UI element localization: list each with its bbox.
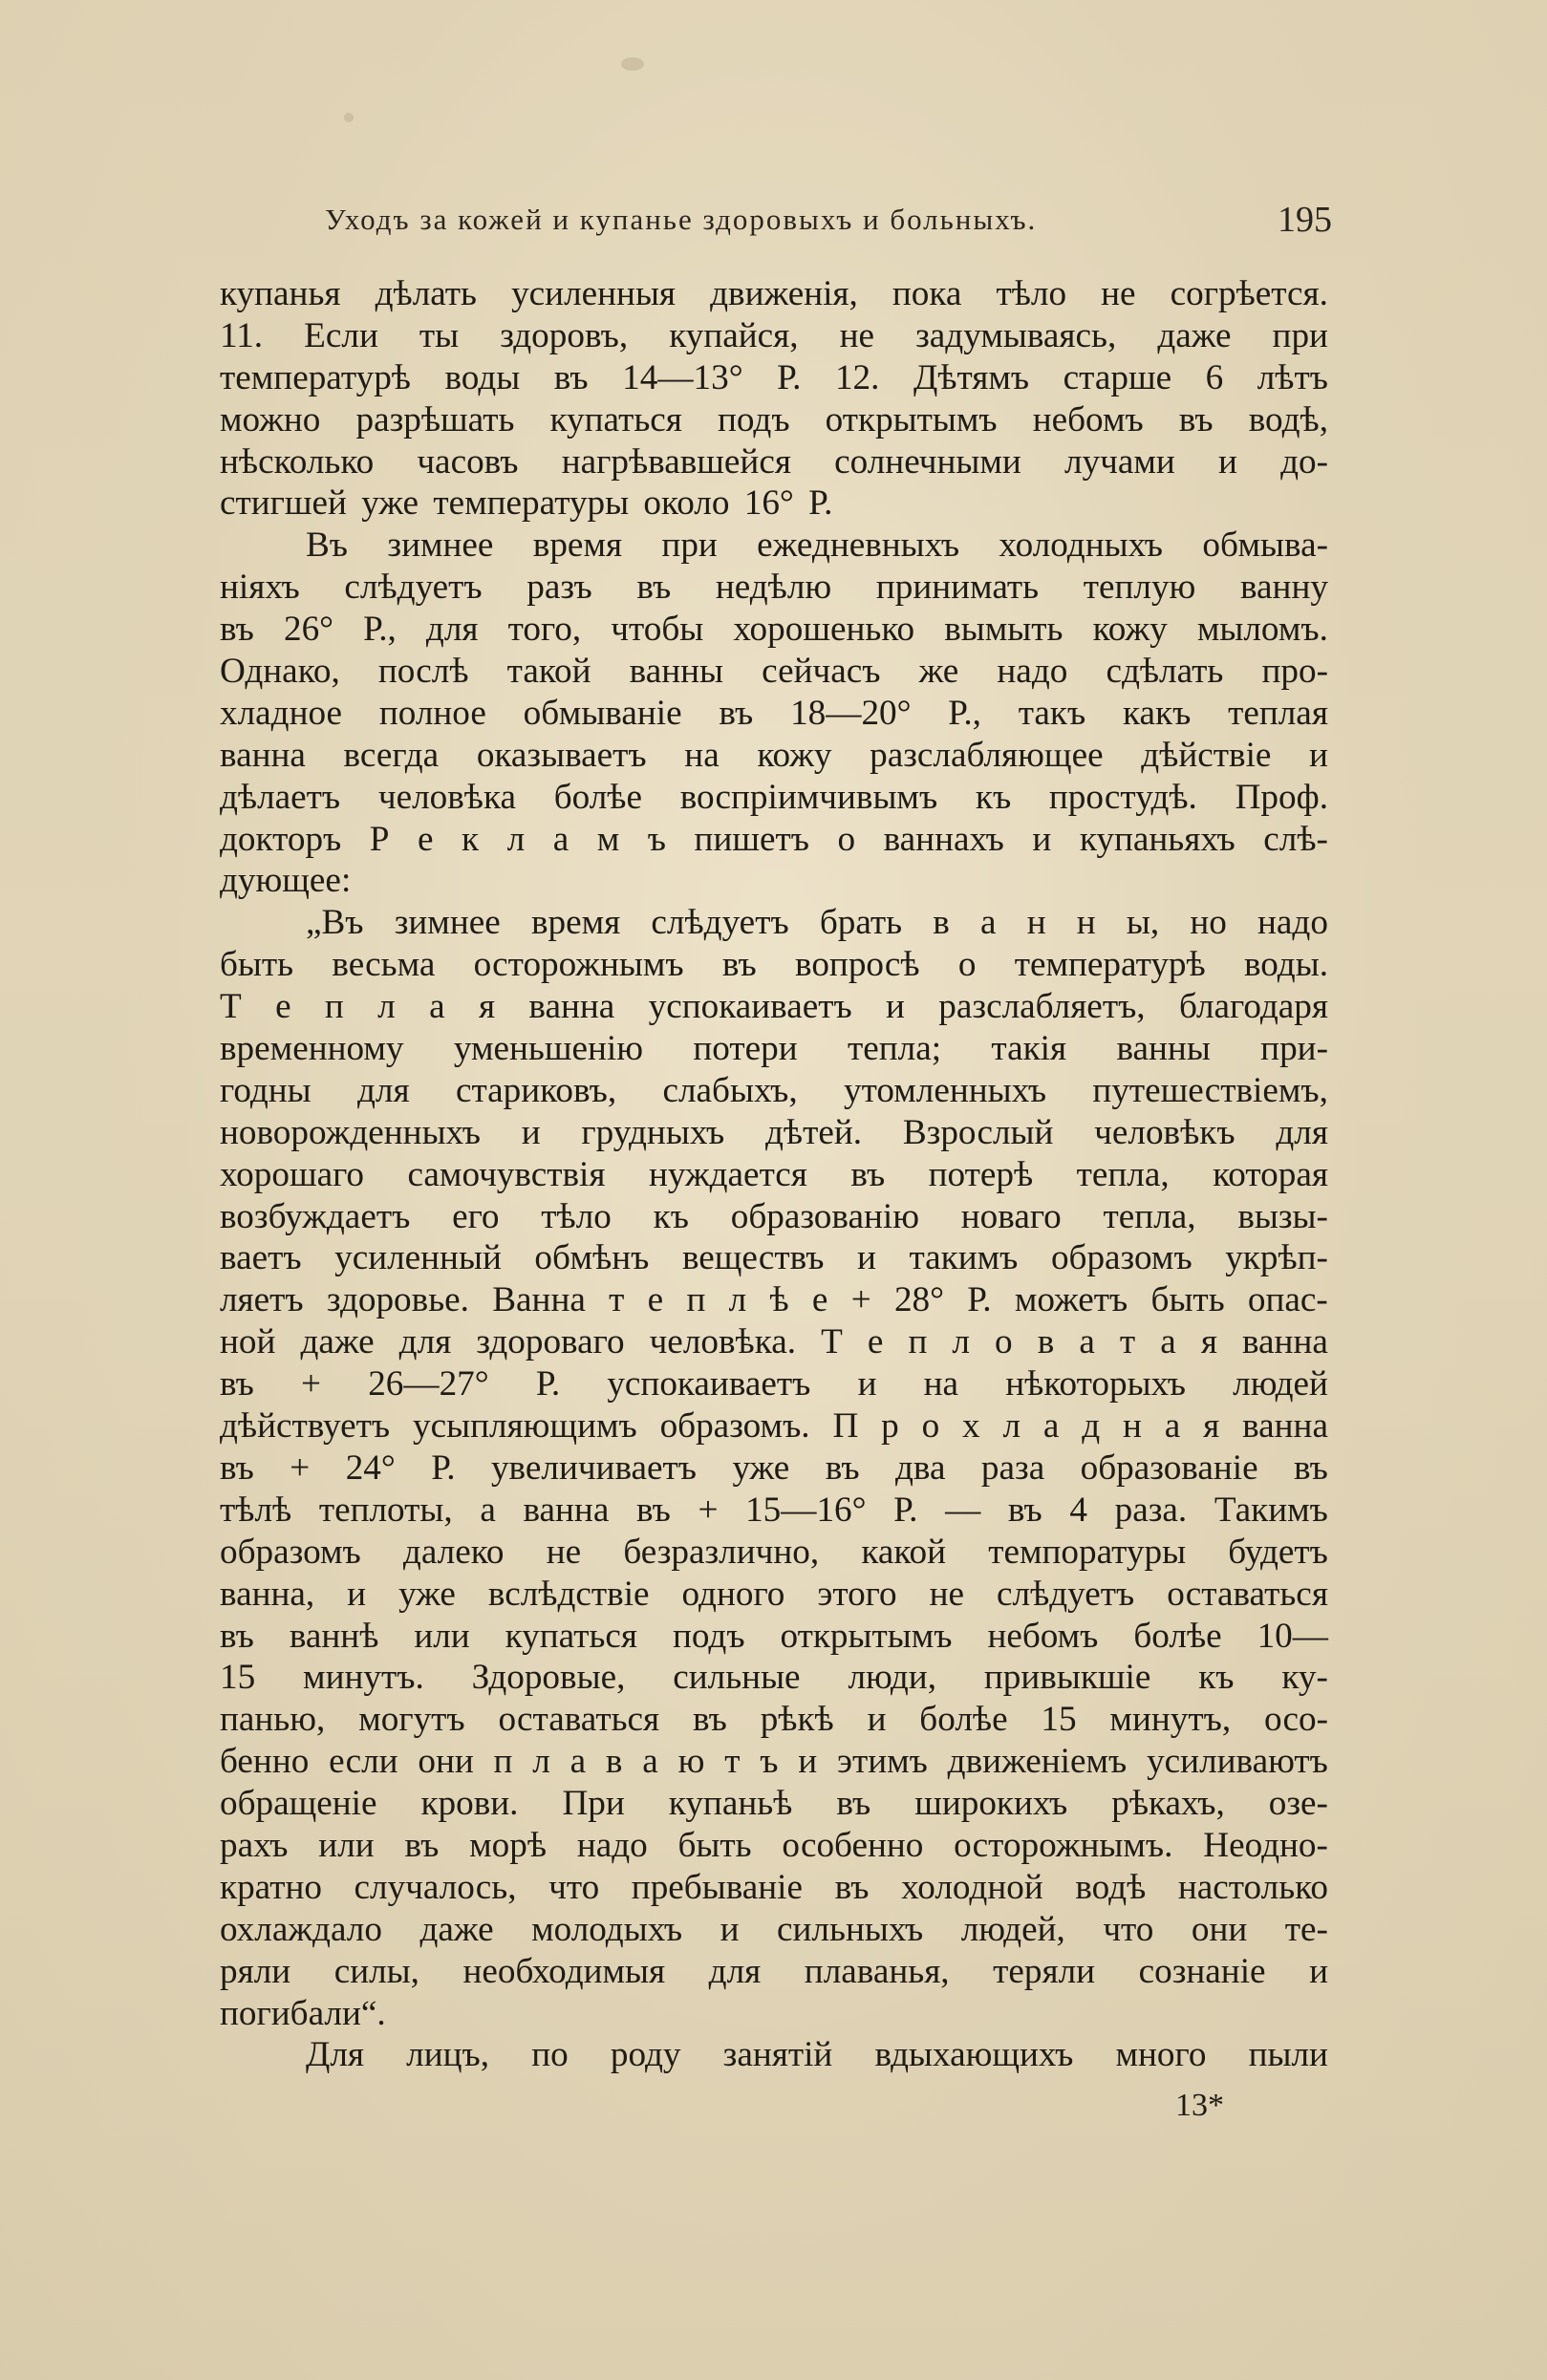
text-line: въ + 26—27° Р. успокаиваетъ и на нѣкоторыхъ людей <box>220 1364 1328 1404</box>
text-line: ляетъ здоровье. Ванна т е п л ѣ е + 28° Р. можетъ быть опас- <box>220 1280 1328 1320</box>
signature-mark: 13* <box>1175 2088 1224 2123</box>
text-line: въ ваннѣ или купаться подъ открытымъ небомъ болѣе 10— <box>220 1616 1328 1656</box>
text-line: временному уменьшенію потери тепла; такія ванны при- <box>220 1029 1328 1069</box>
text-line: 15 минутъ. Здоровые, сильные люди, привыкшіе къ ку- <box>220 1658 1328 1698</box>
text-line: дующее: <box>220 861 352 901</box>
text-line: обращеніе крови. При купаньѣ въ широкихъ рѣкахъ, озе- <box>220 1784 1328 1824</box>
text-line: Въ зимнее время при ежедневныхъ холодныхъ обмыва- <box>306 525 1328 566</box>
text-line: дѣлаетъ человѣка болѣе воспріимчивымъ къ простудѣ. Проф. <box>220 777 1328 817</box>
text-line: рахъ или въ морѣ надо быть особенно осторожнымъ. Неодно- <box>220 1825 1328 1865</box>
text-line: дѣйствуетъ усыпляющимъ образомъ. П р о х л а д н а я ванна <box>220 1406 1328 1447</box>
text-line: новорожденныхъ и грудныхъ дѣтей. Взрослый человѣкъ для <box>220 1112 1328 1152</box>
text-line: въ 26° Р., для того, чтобы хорошенько вымыть кожу мыломъ. <box>220 610 1328 650</box>
text-line: ніяхъ слѣдуетъ разъ въ недѣлю принимать теплую ванну <box>220 568 1328 608</box>
paper-stain <box>344 113 354 122</box>
text-line: ванна всегда оказываетъ на кожу разслабляющее дѣйствіе и <box>220 735 1328 775</box>
text-line: возбуждаетъ его тѣло къ образованію новаго тепла, вызы- <box>220 1196 1328 1236</box>
body-text <box>220 273 1328 2076</box>
paper-stain <box>621 57 644 71</box>
text-line: ваетъ усиленный обмѣнъ веществъ и такимъ образомъ укрѣп- <box>220 1238 1328 1278</box>
text-line: стигшей уже температуры около 16° Р. <box>220 483 833 524</box>
text-line: ванна, и уже вслѣдствіе одного этого не слѣдуетъ оставаться <box>220 1574 1328 1614</box>
text-line: быть весьма осторожнымъ въ вопросѣ о температурѣ воды. <box>220 945 1328 985</box>
text-line: хладное полное обмываніе въ 18—20° Р., такъ какъ теплая <box>220 693 1328 733</box>
text-line: образомъ далеко не безразлично, какой темпоратуры будетъ <box>220 1532 1328 1572</box>
text-line: можно разрѣшать купаться подъ открытымъ небомъ въ водѣ, <box>220 399 1328 440</box>
text-line: докторъ Р е к л а м ъ пишетъ о ваннахъ и купаньяхъ слѣ- <box>220 819 1328 859</box>
running-head: Уходъ за кожей и купанье здоровыхъ и больныхъ. <box>325 203 1038 236</box>
text-line: ряли силы, необходимыя для плаванья, теряли сознаніе и <box>220 1951 1328 1991</box>
text-line: кратно случалось, что пребываніе въ холодной водѣ настолько <box>220 1867 1328 1907</box>
text-line: „Въ зимнее время слѣдуетъ брать в а н н ы, но надо <box>306 903 1328 943</box>
text-line: тѣлѣ теплоты, а ванна въ + 15—16° Р. — въ 4 раза. Такимъ <box>220 1490 1328 1530</box>
text-line: нѣсколько часовъ нагрѣвавшейся солнечными лучами и до- <box>220 441 1328 482</box>
text-line: панью, могутъ оставаться въ рѣкѣ и болѣе 15 минутъ, осо- <box>220 1700 1328 1740</box>
text-line: купанья дѣлать усиленныя движенія, пока тѣло не согрѣется. <box>220 274 1328 313</box>
text-line: охлаждало даже молодыхъ и сильныхъ людей, что они те- <box>220 1909 1328 1949</box>
text-line: въ + 24° Р. увеличиваетъ уже въ два раза образованіе въ <box>220 1447 1328 1488</box>
text-line: 11. Если ты здоровъ, купайся, не задумываясь, даже при <box>220 315 1328 355</box>
text-line: Однако, послѣ такой ванны сейчасъ же надо сдѣлать про- <box>220 652 1328 692</box>
text-line: температурѣ воды въ 14—13° Р. 12. Дѣтямъ старше 6 лѣтъ <box>220 357 1328 397</box>
text-line: бенно если они п л а в а ю т ъ и этимъ движеніемъ усиливаютъ <box>220 1742 1328 1782</box>
text-line: годны для стариковъ, слабыхъ, утомленныхъ путешествіемъ, <box>220 1070 1328 1110</box>
text-line: Для лицъ, по роду занятій вдыхающихъ много пыли <box>306 2035 1328 2075</box>
page-number: 195 <box>1278 200 1332 240</box>
text-line: хорошаго самочувствія нуждается въ потерѣ тепла, которая <box>220 1154 1328 1194</box>
text-line: ной даже для здороваго человѣка. Т е п л о в а т а я ванна <box>220 1322 1328 1362</box>
text-line: Т е п л а я ванна успокаиваетъ и разслабляетъ, благодаря <box>220 987 1328 1027</box>
text-line: погибали“. <box>220 1993 386 2033</box>
page-header <box>218 191 1332 248</box>
